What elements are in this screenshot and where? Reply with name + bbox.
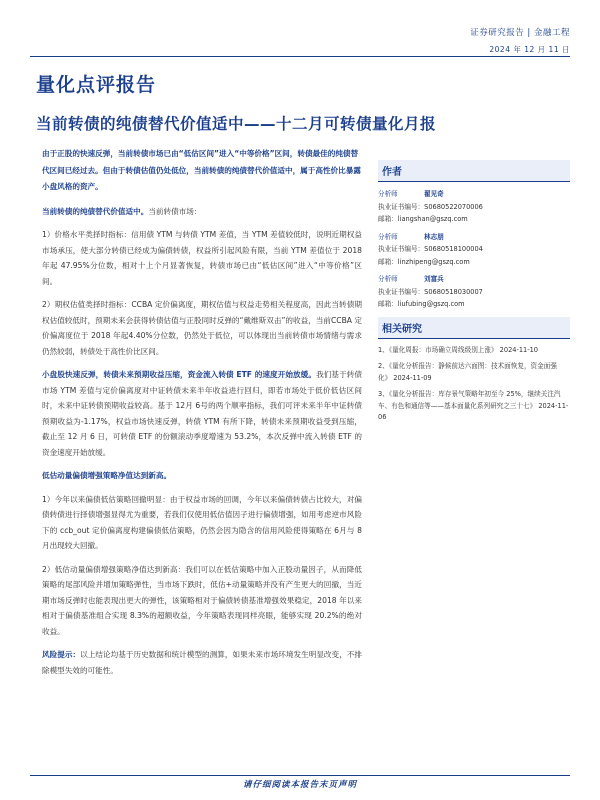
cert-number: S0680518100004 — [424, 245, 483, 253]
sidebar — [378, 160, 570, 429]
analyst-email[interactable]: liangshan@gszq.com — [397, 215, 468, 223]
analyst-email[interactable]: liufubing@gszq.com — [397, 300, 465, 308]
main-content — [42, 146, 362, 686]
report-title: 当前转债的纯债替代价值适中——十二月可转债量化月报 — [36, 115, 437, 133]
related-research — [378, 317, 570, 424]
email-label: 邮箱： — [378, 215, 398, 223]
email-label: 邮箱： — [378, 300, 398, 308]
analyst-card — [378, 188, 570, 226]
footer-disclaimer: 请仔细阅读本报告末页声明 — [242, 780, 357, 790]
section2-heading: 小盘股快速反弹，转债未来预期收益压缩，资金流入转债 ETF 的速度开始放缓。 — [42, 370, 317, 379]
section2-body: 我们基于转债市场 YTM 差值与定价偏离度对中证转债未来半年收益进行回归，即若市场处于低价低估区间时，未来中证转债预期收益较高。基于 12月 6号的两个顺率指标，我们可评未来半年中证转债预期收益为-1.17%，权益市场快速反弹，转债 YTM 有所下降，转债未来预期收益受到压缩，截止至 12 月 6 日，可转债 ETF 的份额滚动季度增速为 53.2%，本次反弹中流入转债 ETF 的资金速度开始放缓。 — [42, 370, 362, 457]
related-item[interactable]: 2、《量化分析报告：静候前达六面图：技术面恢复，资金面强化》 2024-11-09 — [378, 362, 557, 382]
analyst-role: 分析师 — [378, 190, 398, 198]
risk-text: 以上结论均基于历史数据和统计模型的测算，如果未来市场环境发生明显改变，不排除模型失效的可能性。 — [42, 650, 363, 675]
related-item[interactable]: 1、《量化周报：市场确立周线级别上涨》 2024-11-10 — [378, 345, 538, 354]
section3-paragraph-1: 1）今年以来偏债低估策略回撤明显：由于权益市场的回调，今年以来偏债转债占比较大，对偏债转债进行择债增强显得尤为重要，若我们仅使用低估值因子进行偏债增强，如用考虑逆市风险下的 ccb_out 定价偏离度构建偏债低估策略，仍然会因为隐含的信用风险使得策略在 6月与 8月出现较大回撤。 — [42, 494, 362, 550]
section1-paragraph-1: 1）价格水平类择时指标：信用债 YTM 与转债 YTM 差值，当 YTM 差值较低时，说明近期权益市场承压，使大部分转债已经成为偏债转债，权益所引起风险有限，当前 YTM 差值位于 2018 年起 47.95%分位数，相对十上个月显著恢复，转债市场已由“低估区间”进入“中等价格”区间。 — [42, 230, 362, 286]
related-item[interactable]: 3、《量化分析报告：库存景气策略年初至今 25%，继续关注汽车、有色和通信等——基本面量化系列研究之三十七》 2024-11-06 — [378, 390, 569, 421]
section1-heading-bold: 当前转债的纯债替代价值适中。 — [42, 206, 149, 216]
risk-warning — [42, 647, 362, 678]
section3-heading: 低估动量偏债增强策略净值达到新高。 — [42, 471, 172, 480]
cert-label: 执业证书编号： — [378, 287, 425, 296]
section2-paragraph — [42, 367, 362, 460]
cert-label: 执业证书编号： — [378, 245, 425, 253]
risk-label: 风险提示： — [42, 650, 81, 659]
email-label: 邮箱： — [378, 257, 398, 266]
analyst-name: 刘富兵 — [424, 275, 444, 283]
analyst-role: 分析师 — [378, 232, 398, 241]
section1-paragraph-2: 2）期权估值类择时指标：CCBA 定价偏离度，期权估值与权益走势相关程度高，因此当转债期权估值较低时，预期未来会获得转债估值与正股同时反弹的“戴维斯双击”的收益，当前CCBA 定价偏离度位于 2018 年起4.40%分位数，仍然处于低位，可以体现出当前转债市场情绪与需求仍然较弱，转债处于高性价比区间。 — [42, 300, 362, 356]
analyst-card — [378, 231, 570, 269]
analyst-name: 翟见奇 — [424, 190, 444, 198]
analyst-email[interactable]: linzhipeng@gszq.com — [397, 257, 470, 266]
cert-number: S0680518030007 — [424, 287, 483, 296]
report-category: 证券研究报告 | 金融工程 — [470, 28, 570, 38]
analyst-role: 分析师 — [378, 275, 398, 283]
report-date: 2024 年 12 月 11 日 — [489, 45, 570, 54]
section1-heading-plain: 当前转债市场： — [148, 206, 202, 216]
authors-title: 作者 — [378, 160, 570, 182]
cert-label: 执业证书编号： — [378, 202, 425, 211]
section3-paragraph-2: 2）低估动量偏债增强策略净值达到新高：我们可以在低估策略中加入正股动量因子，从而降低策略的尾部风险并增加策略弹性，当市场下跌时，低估+动量策略并没有产生更大的回撤，当近期市场反弹时也能表现出更大的弹性，该策略相对于偏债转债基准增强效果稳定，2018 年以来相对于偏债基准组合实现 8.3%的超额收益，今年策略表现同样亮眼，能够实现 20.2%的绝对收益。 — [42, 564, 362, 636]
footer-divider — [30, 775, 570, 776]
analyst-card — [378, 273, 570, 311]
report-type: 量化点评报告 — [36, 74, 157, 96]
section1-heading — [42, 204, 362, 220]
header-divider — [30, 56, 570, 57]
cert-number: S0680522070006 — [424, 202, 483, 211]
related-title: 相关研究 — [378, 317, 570, 339]
analyst-name: 林志朋 — [424, 232, 444, 241]
summary: 由于正股的快速反弹，当前转债市场已由“低估区间”进入“中等价格”区间，转债最佳的纯债替代区间已经过去。但由于转债估值仍处低位，当前转债的纯债替代价值适中，属于高性价比暴露小盘风格的资产。 — [42, 149, 361, 191]
